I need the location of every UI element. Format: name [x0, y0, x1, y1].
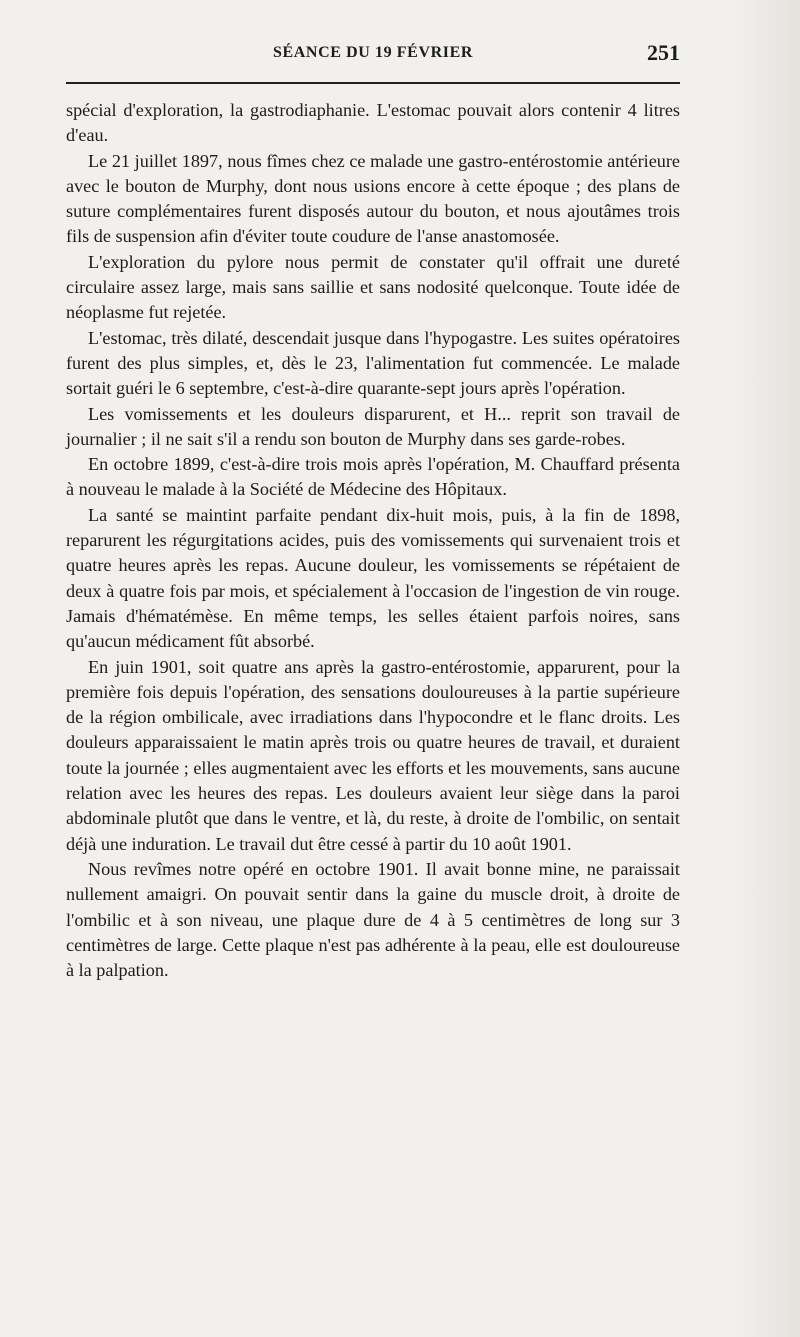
paragraph: La santé se maintint parfaite pendant dix-huit mois, puis, à la fin de 1898, reparurent les régurgitations acides, puis des vomissements qui survenaient trois et quatre heures après les repas. Aucune douleur, les vomissements se répétaient de deux à quatre fois par mois, et spécialement à l'occasion de l'ingestion de vin rouge. Jamais d'hématémèse. En même temps, les selles étaient parfois noires, sans qu'aucun médicament fût absorbé.: [66, 504, 680, 652]
header-rule: [66, 82, 680, 84]
paragraph: Les vomissements et les douleurs disparurent, et H... reprit son travail de journalier ; il ne sait s'il a rendu son bouton de Murphy dans ses garde-robes.: [66, 403, 680, 449]
body-text: [66, 98, 680, 983]
paragraph: spécial d'exploration, la gastrodiaphanie. L'estomac pouvait alors contenir 4 litres d'eau.: [66, 100, 680, 146]
paragraph: En octobre 1899, c'est-à-dire trois mois après l'opération, M. Chauffard présenta à nouveau le malade à la Société de Médecine des Hôpitaux.: [66, 454, 680, 500]
paragraph: L'exploration du pylore nous permit de constater qu'il offrait une dureté circulaire assez large, mais sans saillie et sans nodosité quelconque. Toute idée de néoplasme fut rejetée.: [66, 251, 680, 323]
running-title: SÉANCE DU 19 FÉVRIER: [272, 44, 474, 61]
page-header: [66, 38, 680, 78]
paragraph: L'estomac, très dilaté, descendait jusque dans l'hypogastre. Les suites opératoires furent des plus simples, et, dès le 23, l'alimentation fut commencée. Le malade sortait guéri le 6 septembre, c'est-à-dire quarante-sept jours après l'opération.: [66, 327, 680, 399]
page-number: 251: [647, 40, 680, 65]
scan-edge-shading: [730, 0, 800, 1337]
paragraph: En juin 1901, soit quatre ans après la gastro-entérostomie, apparurent, pour la première fois depuis l'opération, des sensations douloureuses à la partie supérieure de la région ombilicale, avec irradiations dans l'hypocondre et le flanc droits. Les douleurs apparaissaient le matin après trois ou quatre heures de travail, et duraient toute la journée ; elles augmentaient avec les efforts et les mouvements, sans aucune relation avec les heures des repas. Les douleurs avaient leur siège dans la paroi abdominale plutôt que dans le ventre, et là, du reste, à droite de l'ombilic, on sentait déjà une induration. Le travail dut être cessé à partir du 10 août 1901.: [66, 656, 680, 854]
paragraph: Le 21 juillet 1897, nous fîmes chez ce malade une gastro-entérostomie antérieure avec le bouton de Murphy, dont nous usions encore à cette époque ; des plans de suture complémentaires furent disposés autour du bouton, et nous ajoutâmes trois fils de suspension afin d'éviter toute coudure de l'anse anastomosée.: [66, 150, 680, 247]
paragraph: Nous revîmes notre opéré en octobre 1901. Il avait bonne mine, ne paraissait nullement amaigri. On pouvait sentir dans la gaine du muscle droit, à droite de l'ombilic et à son niveau, une plaque dure de 4 à 5 centimètres de long sur 3 centimètres de large. Cette plaque n'est pas adhérente à la peau, elle est douloureuse à la palpation.: [66, 858, 680, 981]
